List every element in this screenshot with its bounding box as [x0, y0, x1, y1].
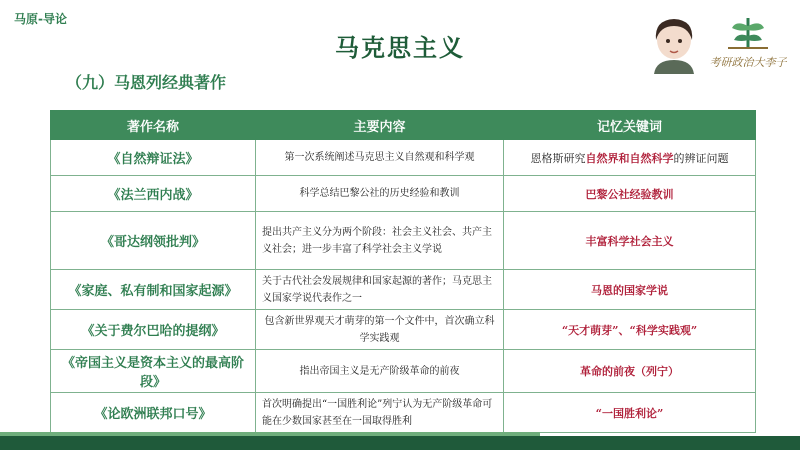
logo-text: 考研政治大李子 — [709, 56, 787, 69]
page-title: 马克思主义 — [335, 34, 465, 62]
column-header-name: 著作名称 — [51, 111, 256, 140]
work-content: 第一次系统阐述马克思主义自然观和科学观 — [256, 140, 504, 176]
work-keyword: 丰富科学社会主义 — [504, 212, 756, 270]
table-row — [51, 176, 756, 212]
work-content: 科学总结巴黎公社的历史经验和教训 — [256, 176, 504, 212]
table-header-row — [51, 111, 756, 140]
work-keyword: “天才萌芽”、“科学实践观” — [504, 310, 756, 350]
avatar — [648, 14, 700, 74]
work-name: 《法兰西内战》 — [51, 176, 256, 212]
work-name: 《家庭、私有制和国家起源》 — [51, 270, 256, 310]
work-name: 《自然辩证法》 — [51, 140, 256, 176]
work-content: 指出帝国主义是无产阶级革命的前夜 — [256, 350, 504, 393]
work-name: 《帝国主义是资本主义的最高阶段》 — [51, 350, 256, 393]
work-name: 《关于费尔巴哈的提纲》 — [51, 310, 256, 350]
column-header-keyword: 记忆关键词 — [504, 111, 756, 140]
table-row — [51, 140, 756, 176]
bottom-bar — [0, 436, 800, 450]
work-keyword: 恩格斯研究自然界和自然科学的辨证问题 — [504, 140, 756, 176]
section-title: （九）马恩列经典著作 — [66, 73, 227, 92]
brand-logo-icon — [708, 12, 788, 54]
work-content: 提出共产主义分为两个阶段：社会主义社会、共产主义社会；进一步丰富了科学社会主义学说 — [256, 212, 504, 270]
work-keyword: 巴黎公社经验教训 — [504, 176, 756, 212]
brand-logo — [708, 12, 788, 76]
work-content: 关于古代社会发展规律和国家起源的著作；马克思主义国家学说代表作之一 — [256, 270, 504, 310]
work-content: 首次明确提出“一国胜利论”列宁认为无产阶级革命可能在少数国家甚至在一国取得胜利 — [256, 393, 504, 433]
work-keyword: 马恩的国家学说 — [504, 270, 756, 310]
works-table — [50, 110, 756, 433]
table-row — [51, 393, 756, 433]
column-header-content: 主要内容 — [256, 111, 504, 140]
work-name: 《哥达纲领批判》 — [51, 212, 256, 270]
breadcrumb: 马原-导论 — [14, 12, 67, 26]
work-keyword: 革命的前夜（列宁） — [504, 350, 756, 393]
work-keyword: “一国胜利论” — [504, 393, 756, 433]
table-row — [51, 270, 756, 310]
table-row — [51, 350, 756, 393]
table-row — [51, 310, 756, 350]
table-row — [51, 212, 756, 270]
work-name: 《论欧洲联邦口号》 — [51, 393, 256, 433]
work-content: 包含新世界观天才萌芽的第一个文件中，首次确立科学实践观 — [256, 310, 504, 350]
